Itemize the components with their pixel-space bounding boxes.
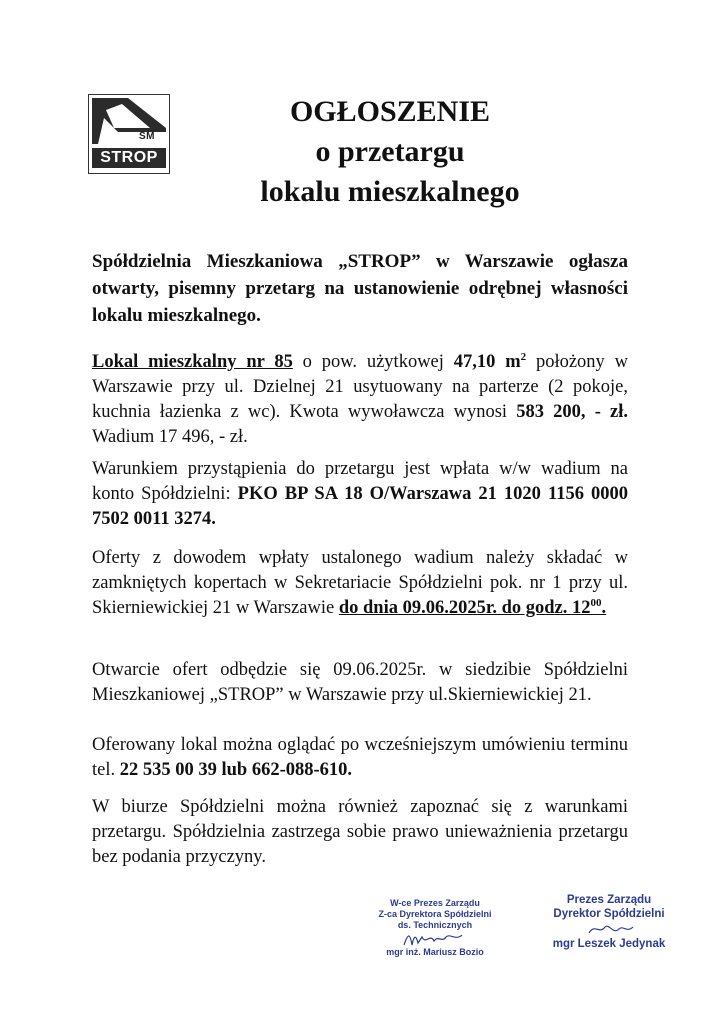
warunek-paragraph (92, 457, 628, 532)
signature-stamp-right (526, 893, 692, 951)
oferty-deadline (339, 598, 606, 618)
sig-right-line-3: mgr Leszek Jedynak (552, 938, 666, 950)
logo-sm-text: SM (139, 131, 155, 142)
otwarcie-paragraph: Otwarcie ofert odbędzie się 09.06.2025r. w siedzibie Spółdzielni Mieszkaniowej „STROP” w Warszawie przy ul.Skierniewickiej 21. (92, 660, 628, 705)
handwritten-signature-left-icon (400, 931, 470, 947)
sig-left-line-3: ds. Technicznych (397, 920, 473, 930)
title-line-2: o przetargu (315, 135, 465, 168)
lokal-text-2: położony w Warszawie przy ul. Dzielnej 21 usytuowany na parterze (2 pokoje, kuchnia łazienka z wc). Kwota wywoławcza wynosi (92, 352, 628, 422)
lokal-paragraph (92, 350, 628, 450)
sig-left-line-2: Z-ca Dyrektora Spółdzielni (378, 909, 492, 919)
signature-stamp-left (356, 898, 514, 958)
phone-numbers: 22 535 00 39 lub 662-088-610. (119, 760, 353, 780)
bank-account: PKO BP SA 18 O/Warszawa 21 1020 1156 0000 7502 0011 3274. (92, 484, 628, 529)
sig-right-line-2: Dyrektor Spółdzielni (553, 908, 665, 920)
logo-name-text: STROP (92, 148, 166, 168)
sig-right-line-1: Prezes Zarządu (566, 894, 652, 906)
handwritten-signature-right-icon (569, 921, 649, 937)
lokal-name: Lokal mieszkalny nr 85 (92, 352, 293, 372)
biuro-paragraph: W biurze Spółdzielni można również zapoznać się z warunkami przetargu. Spółdzielnia zastrzega sobie prawo unieważnienia przetargu bez podania przyczyny. (92, 797, 628, 867)
lokal-area-sup: 2 (520, 350, 527, 363)
sig-left-line-1: W-ce Prezes Zarządu (390, 898, 480, 908)
lokal-area (454, 352, 526, 372)
warunek-text: Warunkiem przystąpienia do przetargu jest wpłata w/w wadium na konto Spółdzielni: (92, 459, 628, 504)
lokal-text-3: Wadium 17 496, - zł. (92, 427, 248, 447)
title-line-3: lokalu mieszkalnego (260, 175, 520, 208)
oferty-text: Oferty z dowodem wpłaty ustalonego wadium należy składać w zamkniętych kopertach w Sekretariacie Spółdzielni pok. nr 1 przy ul. Skierniewickiej 21 w Warszawie (92, 548, 628, 618)
oferty-paragraph (92, 546, 628, 621)
lokal-text-1: o pow. użytkowej (292, 352, 454, 372)
title-line-1: OGŁOSZENIE (289, 95, 491, 128)
deadline-end: . (601, 598, 607, 618)
deadline-text: do dnia 09.06.2025r. do godz. 12 (338, 598, 591, 618)
deadline-sup: 00 (590, 596, 602, 609)
announcement-title (200, 92, 580, 212)
lokal-price: 583 200, - zł. (516, 402, 629, 422)
strop-logo (88, 94, 170, 174)
ogladanie-paragraph (92, 733, 628, 783)
lokal-area-value: 47,10 m (453, 352, 521, 372)
intro-paragraph: Spółdzielnia Mieszkaniowa „STROP” w Warszawie ogłasza otwarty, pisemny przetarg na ustanowienie odrębnej własności lokalu mieszkalnego. (92, 251, 628, 326)
ogladanie-text: Oferowany lokal można oglądać po wcześniejszym umówieniu terminu tel. (92, 735, 628, 780)
sig-left-line-4: mgr inż. Mariusz Bozio (386, 947, 484, 957)
